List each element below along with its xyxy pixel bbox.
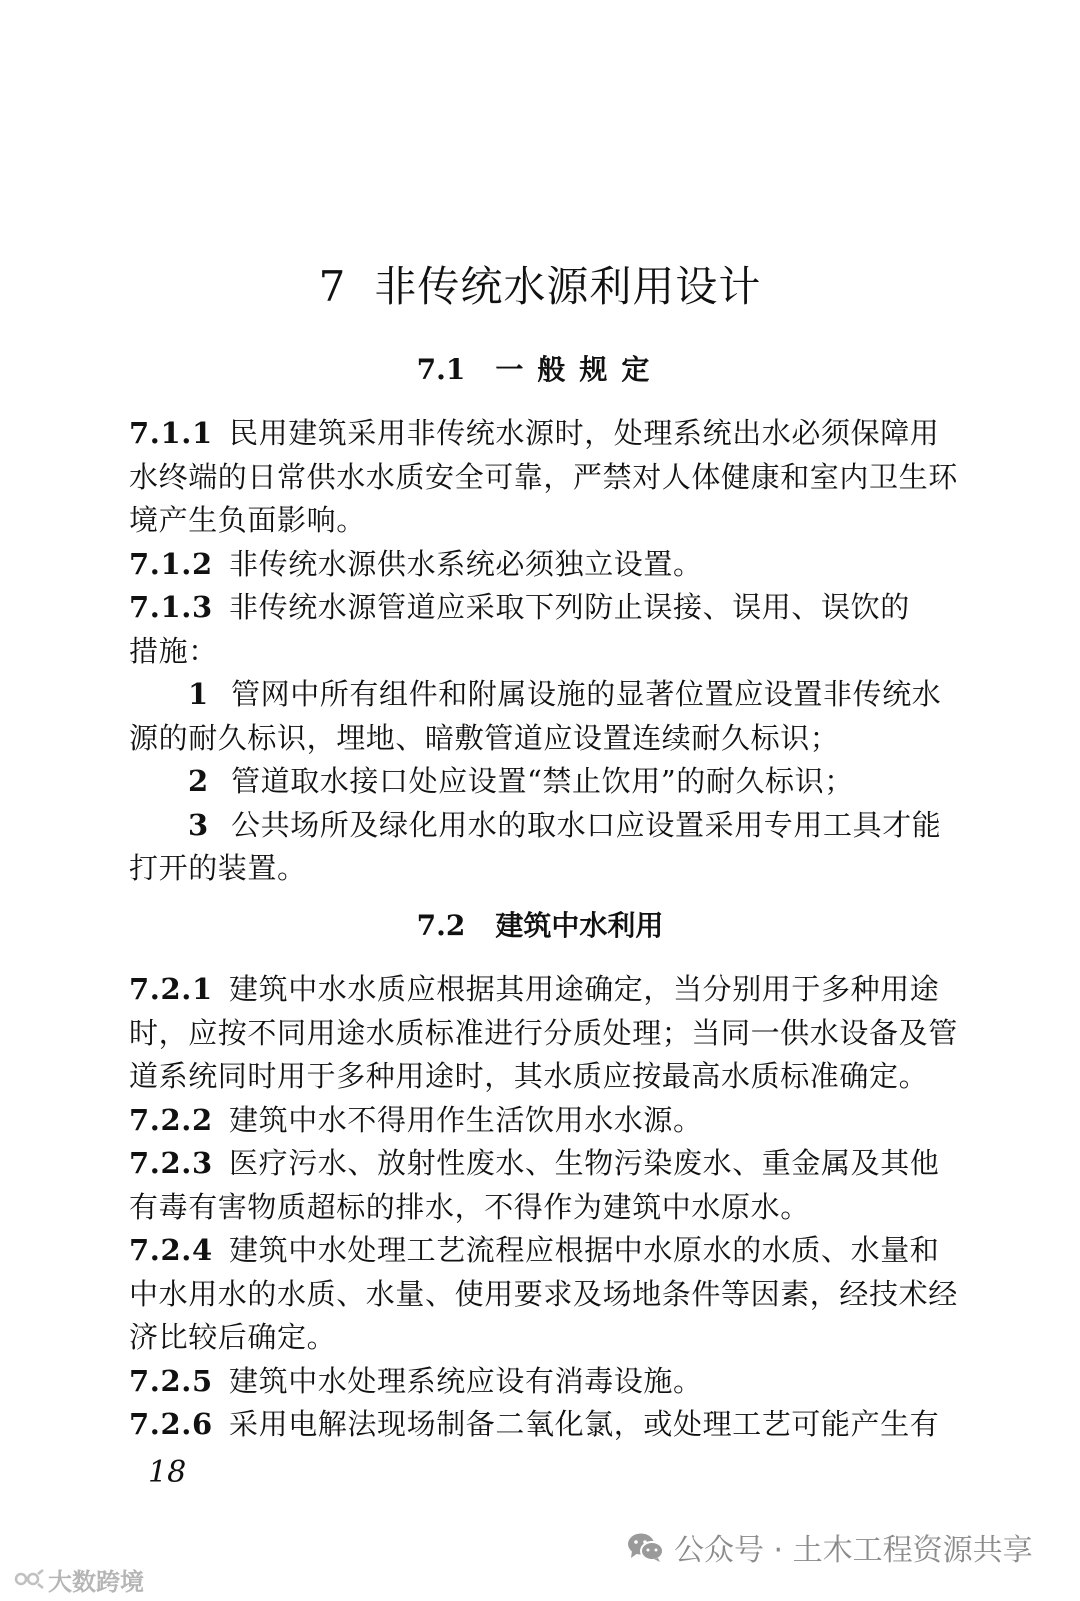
- item-number: 1: [188, 677, 209, 711]
- clause-text-line: 建筑中水处理工艺流程应根据中水原水的水质、水量和: [229, 1233, 940, 1267]
- section-number: 7.2: [416, 909, 466, 942]
- section-7-2-body: [129, 968, 958, 1447]
- clause-7-1-1: [129, 412, 958, 543]
- clause-number: 7.2.5: [129, 1363, 213, 1398]
- item-number: 2: [188, 764, 209, 798]
- list-item: [129, 804, 942, 891]
- item-text-line: 管网中所有组件和附属设施的显著位置应设置非传统水: [231, 677, 942, 711]
- clause-7-2-6: [129, 1403, 940, 1447]
- item-text-line: 打开的装置。: [129, 851, 307, 885]
- wechat-icon: [626, 1531, 664, 1563]
- clause-number: 7.2.3: [129, 1146, 213, 1180]
- clause-7-2-2: [129, 1099, 929, 1143]
- clause-text-line: 水终端的日常供水水质安全可靠，严禁对人体健康和室内卫生环: [129, 459, 958, 494]
- clause-text-line: 非传统水源管道应采取下列防止误接、误用、误饮的: [229, 590, 910, 624]
- list-item: [129, 673, 942, 760]
- section-7-1-body: [129, 412, 958, 891]
- clause-7-2-5: [129, 1360, 929, 1404]
- clause-7-1-2: [129, 543, 929, 587]
- clause-text-line: 有毒有害物质超标的排水，不得作为建筑中水原水。: [129, 1189, 810, 1224]
- wechat-account-text: 公众号 · 土木工程资源共享: [674, 1533, 1033, 1568]
- chapter-title: [0, 262, 1080, 312]
- clause-text-line: 建筑中水不得用作生活饮用水水源。: [229, 1102, 703, 1137]
- clause-number: 7.1.3: [129, 590, 213, 624]
- chapter-number: 7: [318, 262, 347, 311]
- clause-7-2-1: [129, 968, 958, 1099]
- item-number: 3: [188, 807, 209, 842]
- clause-text-line: 中水用水的水质、水量、使用要求及场地条件等因素，经技术经: [129, 1276, 958, 1311]
- item-text-line: 公共场所及绿化用水的取水口应设置采用专用工具才能: [231, 807, 942, 842]
- clause-7-2-4: [129, 1229, 958, 1360]
- watermark-logo-text: 大数跨境: [48, 1567, 144, 1596]
- clause-text-line: 道系统同时用于多种用途时，其水质应按最高水质标准确定。: [129, 1059, 929, 1093]
- clause-text-line: 境产生负面影响。: [129, 503, 366, 537]
- page-number: 18: [148, 1455, 187, 1490]
- clause-text-line: 措施：: [129, 633, 218, 668]
- clause-text-line: 非传统水源供水系统必须独立设置。: [229, 546, 703, 581]
- section-heading-7-1: [0, 353, 1080, 387]
- section-title-text: 建筑中水利用: [495, 909, 664, 942]
- item-text-line: 管道取水接口处应设置“禁止饮用”的耐久标识；: [231, 764, 854, 798]
- watermark-logo: [14, 1564, 144, 1594]
- section-heading-7-2: [0, 909, 1080, 943]
- clause-number: 7.2.4: [129, 1233, 213, 1267]
- clause-7-1-3: [129, 586, 942, 891]
- section-number: 7.1: [416, 353, 466, 386]
- clause-number: 7.2.6: [129, 1407, 213, 1441]
- list-item: [129, 760, 929, 804]
- item-text-line: 源的耐久标识，埋地、暗敷管道应设置连续耐久标识；: [129, 720, 840, 755]
- clause-number: 7.1.1: [129, 416, 213, 450]
- clause-text-line: 采用电解法现场制备二氧化氯，或处理工艺可能产生有: [229, 1407, 940, 1441]
- clause-text-line: 济比较后确定。: [129, 1320, 337, 1354]
- section-title-text: 一般规定: [495, 353, 664, 386]
- clause-text-line: 建筑中水水质应根据其用途确定，当分别用于多种用途: [229, 972, 940, 1006]
- clause-number: 7.2.2: [129, 1102, 213, 1137]
- watermark-logo-icon: [14, 1566, 44, 1592]
- wechat-account-badge[interactable]: [626, 1527, 1033, 1567]
- clause-text-line: 医疗污水、放射性废水、生物污染废水、重金属及其他: [229, 1146, 940, 1180]
- clause-number: 7.2.1: [129, 972, 213, 1006]
- clause-number: 7.1.2: [129, 546, 213, 581]
- clause-text-line: 时，应按不同用途水质标准进行分质处理；当同一供水设备及管: [129, 1015, 958, 1050]
- clause-text-line: 建筑中水处理系统应设有消毒设施。: [229, 1363, 703, 1398]
- chapter-title-text: 非传统水源利用设计: [374, 262, 762, 311]
- clause-7-2-3: [129, 1142, 940, 1229]
- clause-text-line: 民用建筑采用非传统水源时，处理系统出水必须保障用: [229, 416, 940, 450]
